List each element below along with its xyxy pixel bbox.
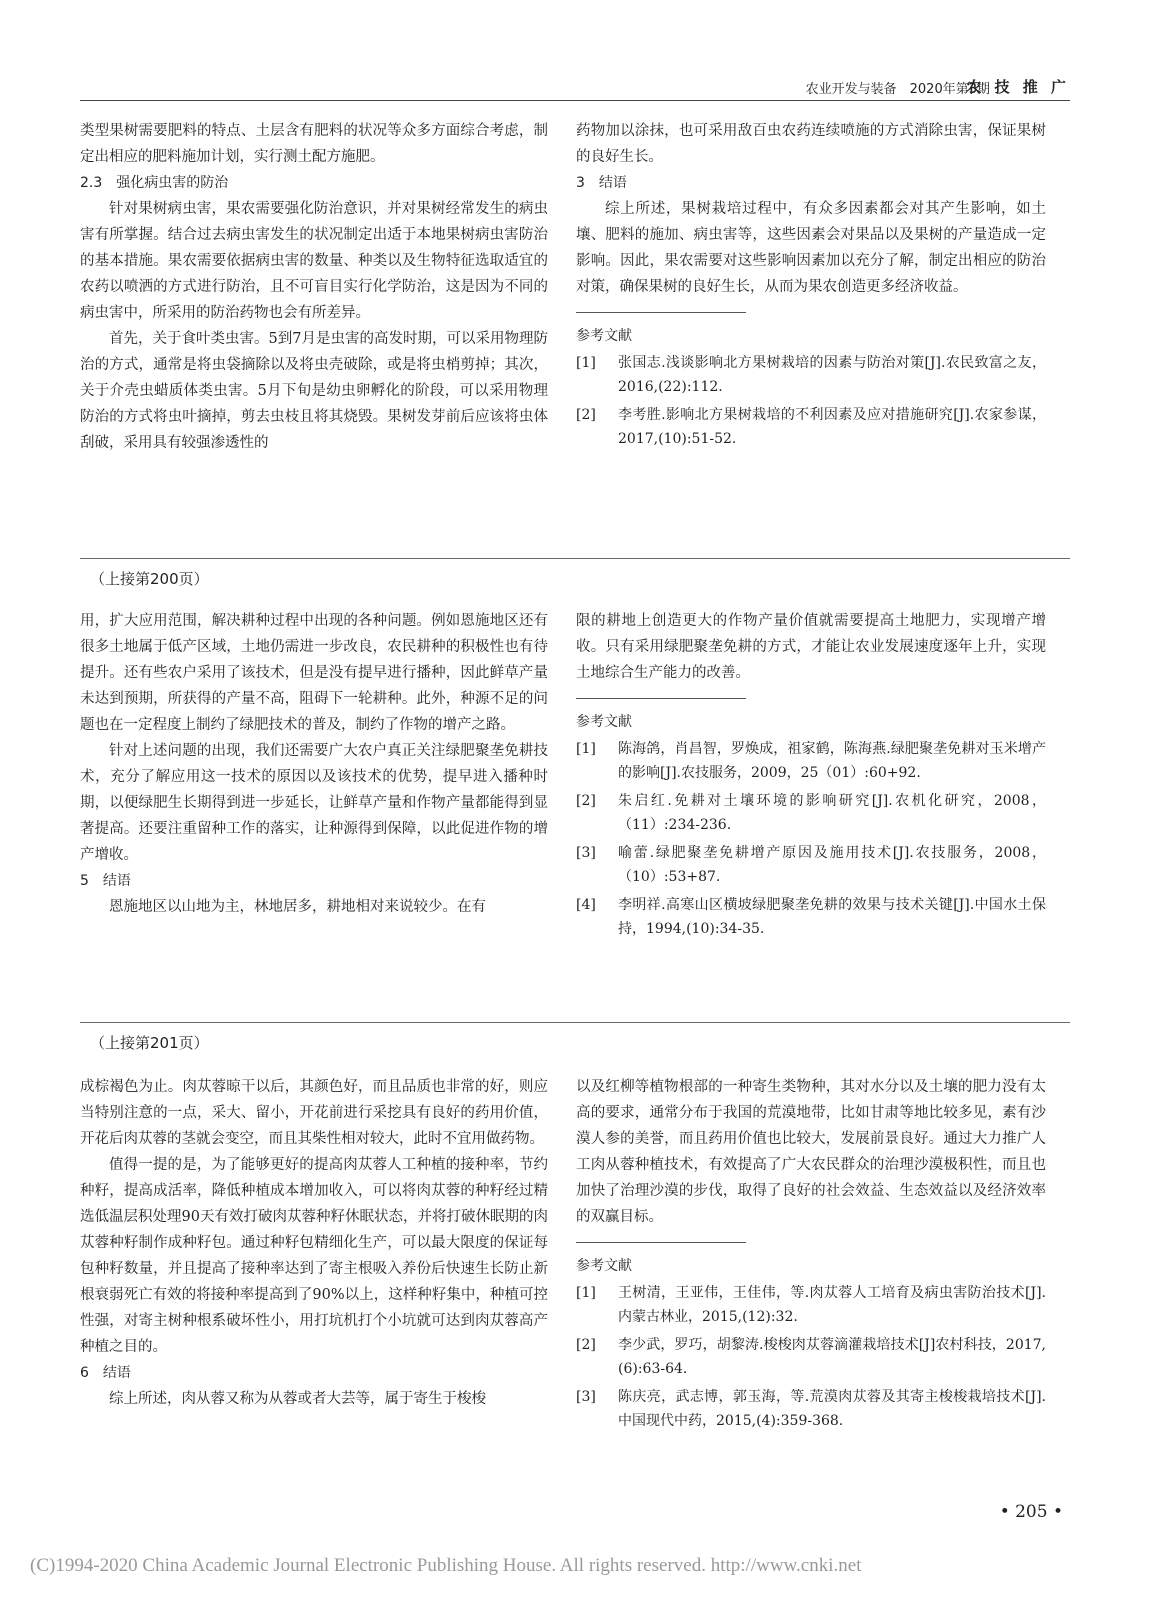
section-heading: 3 结语 xyxy=(576,175,627,191)
reference-text: 陈庆亮，武志博，郭玉海，等.荒漠肉苁蓉及其寄主梭梭栽培技术[J].中国现代中药，2015,(4):359-368. xyxy=(618,1389,1046,1429)
reference-item xyxy=(576,1281,1046,1329)
section-separator xyxy=(80,558,1070,559)
journal-name: 农业开发与装备 2020年第3期 xyxy=(805,82,990,97)
sec1-left-column xyxy=(80,118,548,456)
continuation-note: （上接第201页） xyxy=(90,1034,209,1052)
references-rule xyxy=(576,1242,746,1243)
references-title: 参考文献 xyxy=(576,328,632,344)
reference-item xyxy=(576,841,1046,889)
paragraph: 成棕褐色为止。肉苁蓉晾干以后，其颜色好，而且品质也非常的好，则应当特别注意的一点，采大、留小，开花前进行采挖具有良好的药用价值，开花后肉苁蓉的茎就会变空，而且其柴性相对较大，此时不宜用做药物。 xyxy=(80,1079,548,1147)
paragraph: 限的耕地上创造更大的作物产量价值就需要提高土地肥力，实现增产增收。只有采用绿肥聚垄免耕的方式，才能让农业发展速度逐年上升，实现土地综合生产能力的改善。 xyxy=(576,613,1046,681)
reference-number: [2] xyxy=(576,793,596,809)
header-rule xyxy=(80,100,1070,101)
paragraph: 用，扩大应用范围，解决耕种过程中出现的各种问题。例如恩施地区还有很多土地属于低产区域，土地仍需进一步改良，农民耕种的积极性也有待提升。还有些农户采用了该技术，但是没有提早进行播种，因此鲜草产量未达到预期，所获得的产量不高，阻碍下一轮耕种。此外，种源不足的问题也在一定程度上制约了绿肥技术的普及，制约了作物的增产之路。 xyxy=(80,613,548,733)
reference-text: 陈海鸽，肖昌智，罗焕成，祖家鹤，陈海燕.绿肥聚垄免耕对玉米增产的影响[J].农技服务，2009，25（01）:60+92. xyxy=(618,741,1046,781)
paragraph: 针对果树病虫害，果农需要强化防治意识，并对果树经常发生的病虫害有所掌握。结合过去病虫害发生的状况制定出适于本地果树病虫害防治的基本措施。果农需要依据病虫害的数量、种类以及生物特征选取适宜的农药以喷洒的方式进行防治，且不可盲目实行化学防治，这是因为不同的病虫害中，所采用的防治药物也会有所差异。 xyxy=(80,201,548,321)
section-separator xyxy=(80,1022,1070,1023)
column-tag: 农 技 推 广 xyxy=(966,78,1070,96)
paragraph: 类型果树需要肥料的特点、土层含有肥料的状况等众多方面综合考虑，制定出相应的肥料施加计划，实行测土配方施肥。 xyxy=(80,123,548,165)
reference-number: [1] xyxy=(576,1285,596,1301)
reference-item xyxy=(576,789,1046,837)
reference-text: 李明祥.高寒山区横坡绿肥聚垄免耕的效果与技术关键[J].中国水土保持，1994,(10):34-35. xyxy=(618,897,1046,937)
reference-item xyxy=(576,1385,1046,1433)
reference-number: [1] xyxy=(576,741,596,757)
references-title: 参考文献 xyxy=(576,1258,632,1274)
reference-text: 李考胜.影响北方果树栽培的不利因素及应对措施研究[J].农家参谋，2017,(10):51-52. xyxy=(618,407,1046,447)
reference-text: 喻蕾.绿肥聚垄免耕增产原因及施用技术[J].农技服务，2008，（10）:53+87. xyxy=(618,845,1046,885)
paragraph: 综上所述，果树栽培过程中，有众多因素都会对其产生影响，如土壤、肥料的施加、病虫害等，这些因素会对果品以及果树的产量造成一定影响。因此，果农需要对这些影响因素加以充分了解，制定出相应的防治对策，确保果树的良好生长，从而为果农创造更多经济收益。 xyxy=(576,201,1046,295)
reference-number: [3] xyxy=(576,1389,596,1405)
references-rule xyxy=(576,698,746,699)
sec3-right-column xyxy=(576,1074,1046,1437)
continuation-note: （上接第200页） xyxy=(90,570,209,588)
section-heading: 5 结语 xyxy=(80,873,131,889)
reference-item xyxy=(576,351,1046,399)
references-rule xyxy=(576,312,746,313)
paragraph: 值得一提的是，为了能够更好的提高肉苁蓉人工种植的接种率，节约种籽，提高成活率，降低种植成本增加收入，可以将肉苁蓉的种籽经过精选低温层积处理90天有效打破肉苁蓉种籽休眠状态，并将打破休眠期的肉苁蓉种籽制作成种籽包。通过种籽包精细化生产，可以最大限度的保证每包种籽数量，并且提高了接种率达到了寄主根吸入养份后快速生长防止新根衰弱死亡有效的将接种率提高到了90%以上，这样种籽集中，种植可控性强，对寄主树种根系破坏性小，用打坑机打个小坑就可达到肉苁蓉高产种植之目的。 xyxy=(80,1157,548,1355)
paragraph: 以及红柳等植物根部的一种寄生类物种，其对水分以及土壤的肥力没有太高的要求，通常分布于我国的荒漠地带，比如甘肃等地比较多见，素有沙漠人参的美誉，而且药用价值也比较大，发展前景良好。通过大力推广人工肉从蓉种植技术，有效提高了广大农民群众的治理沙漠极积性，而且也加快了治理沙漠的步伐，取得了良好的社会效益、生态效益以及经济效率的双赢目标。 xyxy=(576,1079,1046,1225)
reference-number: [3] xyxy=(576,845,596,861)
reference-text: 朱启红.免耕对土壤环境的影响研究[J].农机化研究，2008，（11）:234-236. xyxy=(618,793,1046,833)
copyright-footer: (C)1994-2020 China Academic Journal Electronic Publishing House. All rights reserved. http://www.cnki.net xyxy=(30,1555,862,1576)
sec2-left-column xyxy=(80,608,548,920)
paragraph: 药物加以涂抹，也可采用敌百虫农药连续喷施的方式消除虫害，保证果树的良好生长。 xyxy=(576,123,1046,165)
section-heading: 2.3 强化病虫害的防治 xyxy=(80,175,229,191)
reference-item xyxy=(576,737,1046,785)
reference-text: 王树清，王亚伟，王佳伟，等.肉苁蓉人工培育及病虫害防治技术[J].内蒙古林业，2015,(12):32. xyxy=(618,1285,1046,1325)
sec1-right-column xyxy=(576,118,1046,455)
page-header xyxy=(80,78,1070,98)
page-number: • 205 • xyxy=(999,1502,1063,1522)
section-heading: 6 结语 xyxy=(80,1365,131,1381)
reference-item xyxy=(576,403,1046,451)
sec3-left-column xyxy=(80,1074,548,1412)
reference-number: [1] xyxy=(576,355,596,371)
reference-text: 李少武，罗巧，胡黎涛.梭梭肉苁蓉滴灌栽培技术[J]农村科技，2017,(6):63-64. xyxy=(618,1337,1046,1377)
paragraph: 综上所述，肉从蓉又称为从蓉或者大芸等，属于寄生于梭梭 xyxy=(109,1391,486,1407)
reference-text: 张国志.浅谈影响北方果树栽培的因素与防治对策[J].农民致富之友，2016,(22):112. xyxy=(618,355,1046,395)
reference-item xyxy=(576,893,1046,941)
sec2-right-column xyxy=(576,608,1046,945)
reference-item xyxy=(576,1333,1046,1381)
paragraph: 针对上述问题的出现，我们还需要广大农户真正关注绿肥聚垄免耕技术，充分了解应用这一技术的原因以及该技术的优势，提早进入播种时期，以便绿肥生长期得到进一步延长，让鲜草产量和作物产量都能得到显著提高。还要注重留种工作的落实，让种源得到保障，以此促进作物的增产增收。 xyxy=(80,743,548,863)
paragraph: 恩施地区以山地为主，林地居多，耕地相对来说较少。在有 xyxy=(109,899,486,915)
paragraph: 首先，关于食叶类虫害。5到7月是虫害的高发时期，可以采用物理防治的方式，通常是将虫袋摘除以及将虫壳破除，或是将虫梢剪掉；其次，关于介壳虫蜡质体类虫害。5月下旬是幼虫卵孵化的阶段，可以采用物理防治的方式将虫叶摘掉，剪去虫枝且将其烧毁。果树发芽前后应该将虫体刮破，采用具有较强渗透性的 xyxy=(80,331,548,451)
reference-number: [2] xyxy=(576,1337,596,1353)
references-title: 参考文献 xyxy=(576,714,632,730)
reference-number: [2] xyxy=(576,407,596,423)
reference-number: [4] xyxy=(576,897,596,913)
